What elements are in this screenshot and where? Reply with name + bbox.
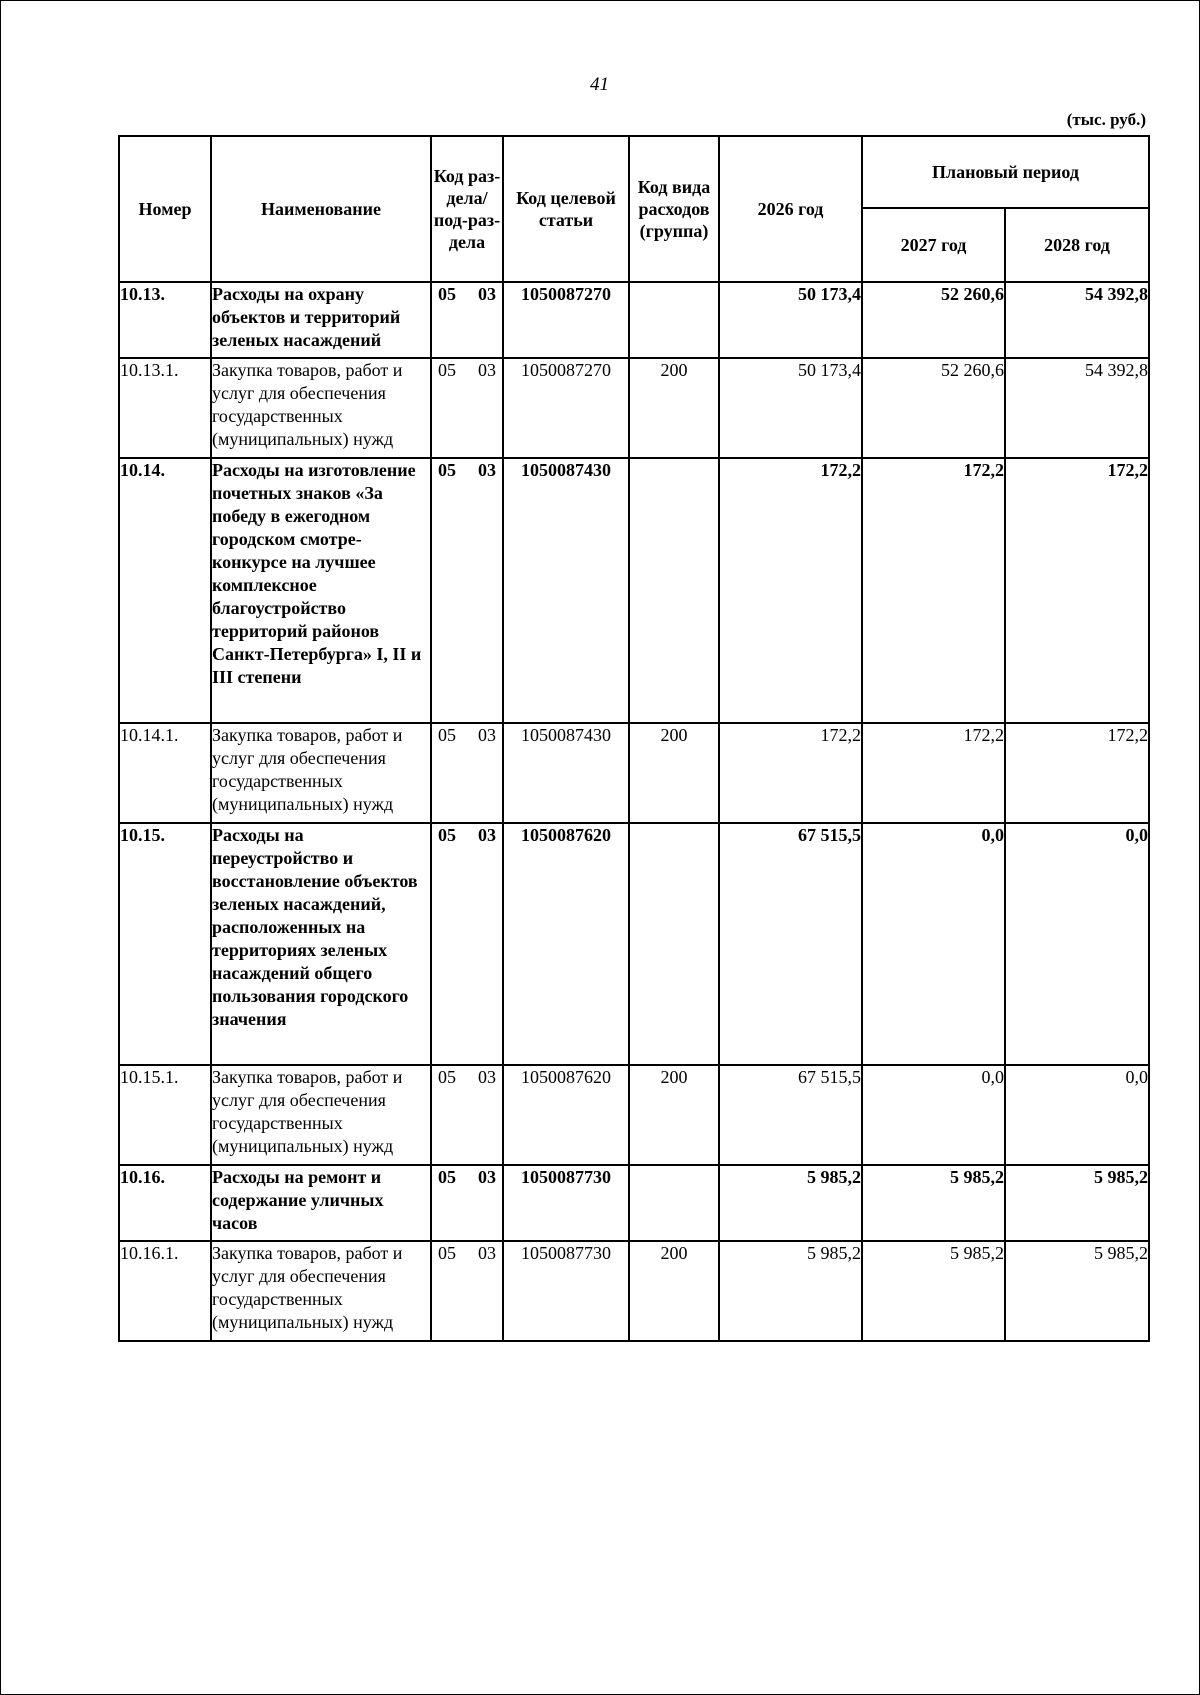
row-value-2028: 54 392,8 [1005,358,1149,458]
row-section: 05 [438,460,456,480]
row-target-code: 1050087430 [503,458,629,723]
row-expense-group [629,458,719,723]
row-section: 05 [438,1243,456,1263]
row-section: 05 [438,725,456,745]
row-expense-group [629,1165,719,1241]
row-name: Закупка товаров, работ и услуг для обеспечения государственных (муниципальных) нужд [211,1241,431,1341]
row-expense-group [629,823,719,1065]
row-value-2027: 0,0 [862,1065,1005,1165]
row-subsection: 03 [478,284,496,304]
row-value-2028: 0,0 [1005,1065,1149,1165]
table-row [119,1065,1149,1165]
row-value-2027: 172,2 [862,723,1005,823]
row-subsection: 03 [478,825,496,845]
row-value-2026: 5 985,2 [719,1165,862,1241]
row-expense-group: 200 [629,358,719,458]
row-target-code: 1050087730 [503,1241,629,1341]
row-name: Закупка товаров, работ и услуг для обеспечения государственных (муниципальных) нужд [211,723,431,823]
row-name: Расходы на изготовление почетных знаков «За победу в ежегодном городском смотре-конкурсе на лучшее комплексное благоустройство территорий районов Санкт-Петербурга» I, II и III степени [211,458,431,723]
header-target: Код целевой статьи [503,136,629,282]
row-value-2028: 5 985,2 [1005,1241,1149,1341]
page-number: 41 [590,74,609,95]
row-value-2027: 5 985,2 [862,1241,1005,1341]
row-value-2026: 67 515,5 [719,823,862,1065]
row-target-code: 1050087730 [503,1165,629,1241]
budget-table [118,135,1150,1342]
row-section: 05 [438,825,456,845]
row-value-2027: 52 260,6 [862,358,1005,458]
row-section: 05 [438,284,456,304]
row-value-2027: 172,2 [862,458,1005,723]
row-number: 10.16.1. [119,1241,211,1341]
row-section-code [431,1165,503,1241]
row-subsection: 03 [478,1067,496,1087]
row-target-code: 1050087620 [503,1065,629,1165]
row-number: 10.13.1. [119,358,211,458]
row-section-code [431,1065,503,1165]
row-section-code [431,723,503,823]
row-value-2026: 50 173,4 [719,358,862,458]
table-row [119,1241,1149,1341]
row-value-2026: 67 515,5 [719,1065,862,1165]
header-2028: 2028 год [1005,208,1149,282]
row-subsection: 03 [478,460,496,480]
row-number: 10.16. [119,1165,211,1241]
row-name: Закупка товаров, работ и услуг для обеспечения государственных (муниципальных) нужд [211,1065,431,1165]
row-value-2028: 172,2 [1005,723,1149,823]
table-row [119,723,1149,823]
row-target-code: 1050087620 [503,823,629,1065]
row-value-2028: 54 392,8 [1005,282,1149,358]
row-expense-group [629,282,719,358]
header-expense-type: Код вида расходов (группа) [629,136,719,282]
header-name: Наименование [211,136,431,282]
row-expense-group: 200 [629,1241,719,1341]
row-number: 10.15. [119,823,211,1065]
row-number: 10.14. [119,458,211,723]
row-number: 10.14.1. [119,723,211,823]
table-row [119,1165,1149,1241]
row-expense-group: 200 [629,1065,719,1165]
units-label: (тыс. руб.) [1066,110,1146,129]
row-section-code [431,823,503,1065]
row-value-2028: 172,2 [1005,458,1149,723]
row-subsection: 03 [478,1167,496,1187]
row-target-code: 1050087270 [503,282,629,358]
row-number: 10.13. [119,282,211,358]
row-name: Закупка товаров, работ и услуг для обеспечения государственных (муниципальных) нужд [211,358,431,458]
row-name: Расходы на ремонт и содержание уличных часов [211,1165,431,1241]
row-value-2026: 50 173,4 [719,282,862,358]
table-row [119,282,1149,358]
row-expense-group: 200 [629,723,719,823]
row-section-code [431,458,503,723]
header-number: Номер [119,136,211,282]
row-number: 10.15.1. [119,1065,211,1165]
header-section: Код раз-дела/ под-раз-дела [431,136,503,282]
table-row [119,823,1149,1065]
row-value-2028: 5 985,2 [1005,1165,1149,1241]
header-2027: 2027 год [862,208,1005,282]
row-section: 05 [438,360,456,380]
row-section-code [431,282,503,358]
row-target-code: 1050087430 [503,723,629,823]
table-row [119,358,1149,458]
row-value-2026: 5 985,2 [719,1241,862,1341]
row-target-code: 1050087270 [503,358,629,458]
header-planned-period: Плановый период [862,136,1149,208]
row-value-2027: 52 260,6 [862,282,1005,358]
row-subsection: 03 [478,1243,496,1263]
row-section: 05 [438,1167,456,1187]
header-2026: 2026 год [719,136,862,282]
table-row [119,458,1149,723]
row-name: Расходы на переустройство и восстановление объектов зеленых насаждений, расположенных на территориях зеленых насаждений общего пользования городского значения [211,823,431,1065]
row-value-2026: 172,2 [719,723,862,823]
row-subsection: 03 [478,725,496,745]
row-value-2028: 0,0 [1005,823,1149,1065]
row-value-2026: 172,2 [719,458,862,723]
row-section: 05 [438,1067,456,1087]
row-value-2027: 0,0 [862,823,1005,1065]
row-name: Расходы на охрану объектов и территорий зеленых насаждений [211,282,431,358]
row-section-code [431,358,503,458]
row-subsection: 03 [478,360,496,380]
row-section-code [431,1241,503,1341]
row-value-2027: 5 985,2 [862,1165,1005,1241]
